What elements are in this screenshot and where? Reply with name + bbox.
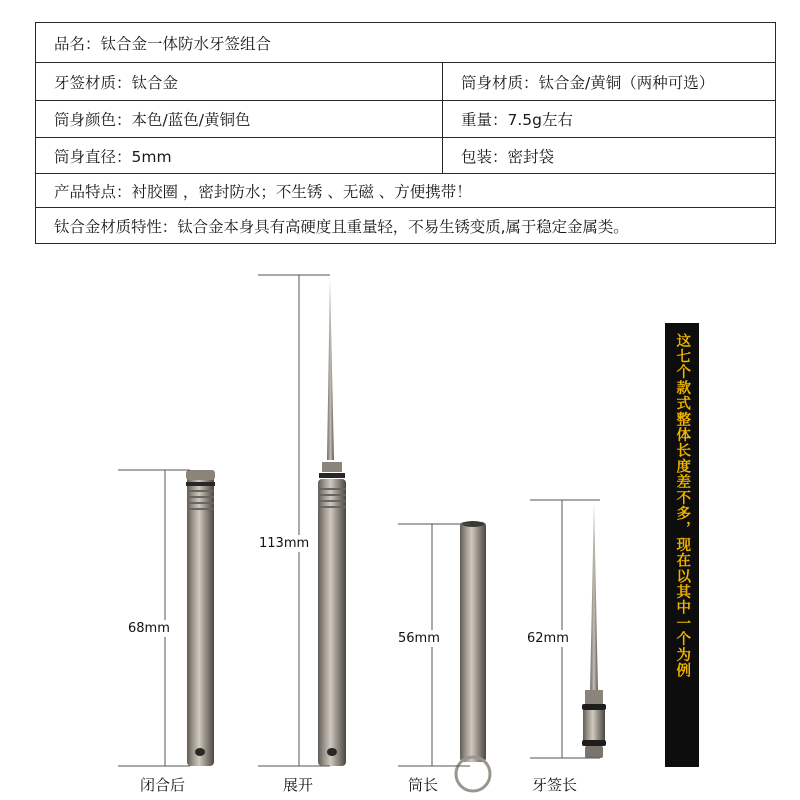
closed-tube-image (186, 470, 215, 766)
open-caption: 展开 (283, 776, 314, 794)
open-tube-image (318, 278, 346, 766)
tube-only-image (456, 521, 490, 791)
spec-tube-color: 筒身颜色：本色/蓝色/黄铜色 (36, 101, 443, 137)
length-note-banner (665, 323, 699, 767)
toothpick-caption: 牙签长 (532, 776, 578, 794)
closed-caption: 闭合后 (140, 776, 186, 794)
spec-pick-material: 牙签材质：钛合金 (36, 63, 443, 100)
closed-dimension-label: 68mm (128, 621, 170, 636)
open-dimension-label: 113mm (259, 536, 310, 551)
spec-product-name: 品名：钛合金一体防水牙签组合 (54, 34, 272, 53)
spec-tube-diameter: 筒身直径：5mm (36, 138, 443, 173)
tube-dimension-label: 56mm (398, 631, 440, 646)
spec-titanium-note: 钛合金材质特性：钛合金本身具有高硬度且重量轻，不易生锈变质,属于稳定金属类。 (54, 217, 629, 236)
toothpick-image (582, 502, 606, 758)
length-note-text: 这七个款式整体长度差不多，现在以其中一个为例 (674, 333, 691, 679)
spec-features: 产品特点：衬胶圈 ，密封防水；不生锈 、无磁 、方便携带！ (54, 182, 472, 201)
tube-caption: 筒长 (408, 776, 439, 794)
spec-packaging: 包装：密封袋 (461, 147, 555, 166)
spec-tube-material: 筒身材质：钛合金/黄铜（两种可选） (461, 73, 715, 92)
spec-weight: 重量：7.5g左右 (461, 111, 573, 129)
toothpick-dimension-label: 62mm (527, 631, 569, 646)
